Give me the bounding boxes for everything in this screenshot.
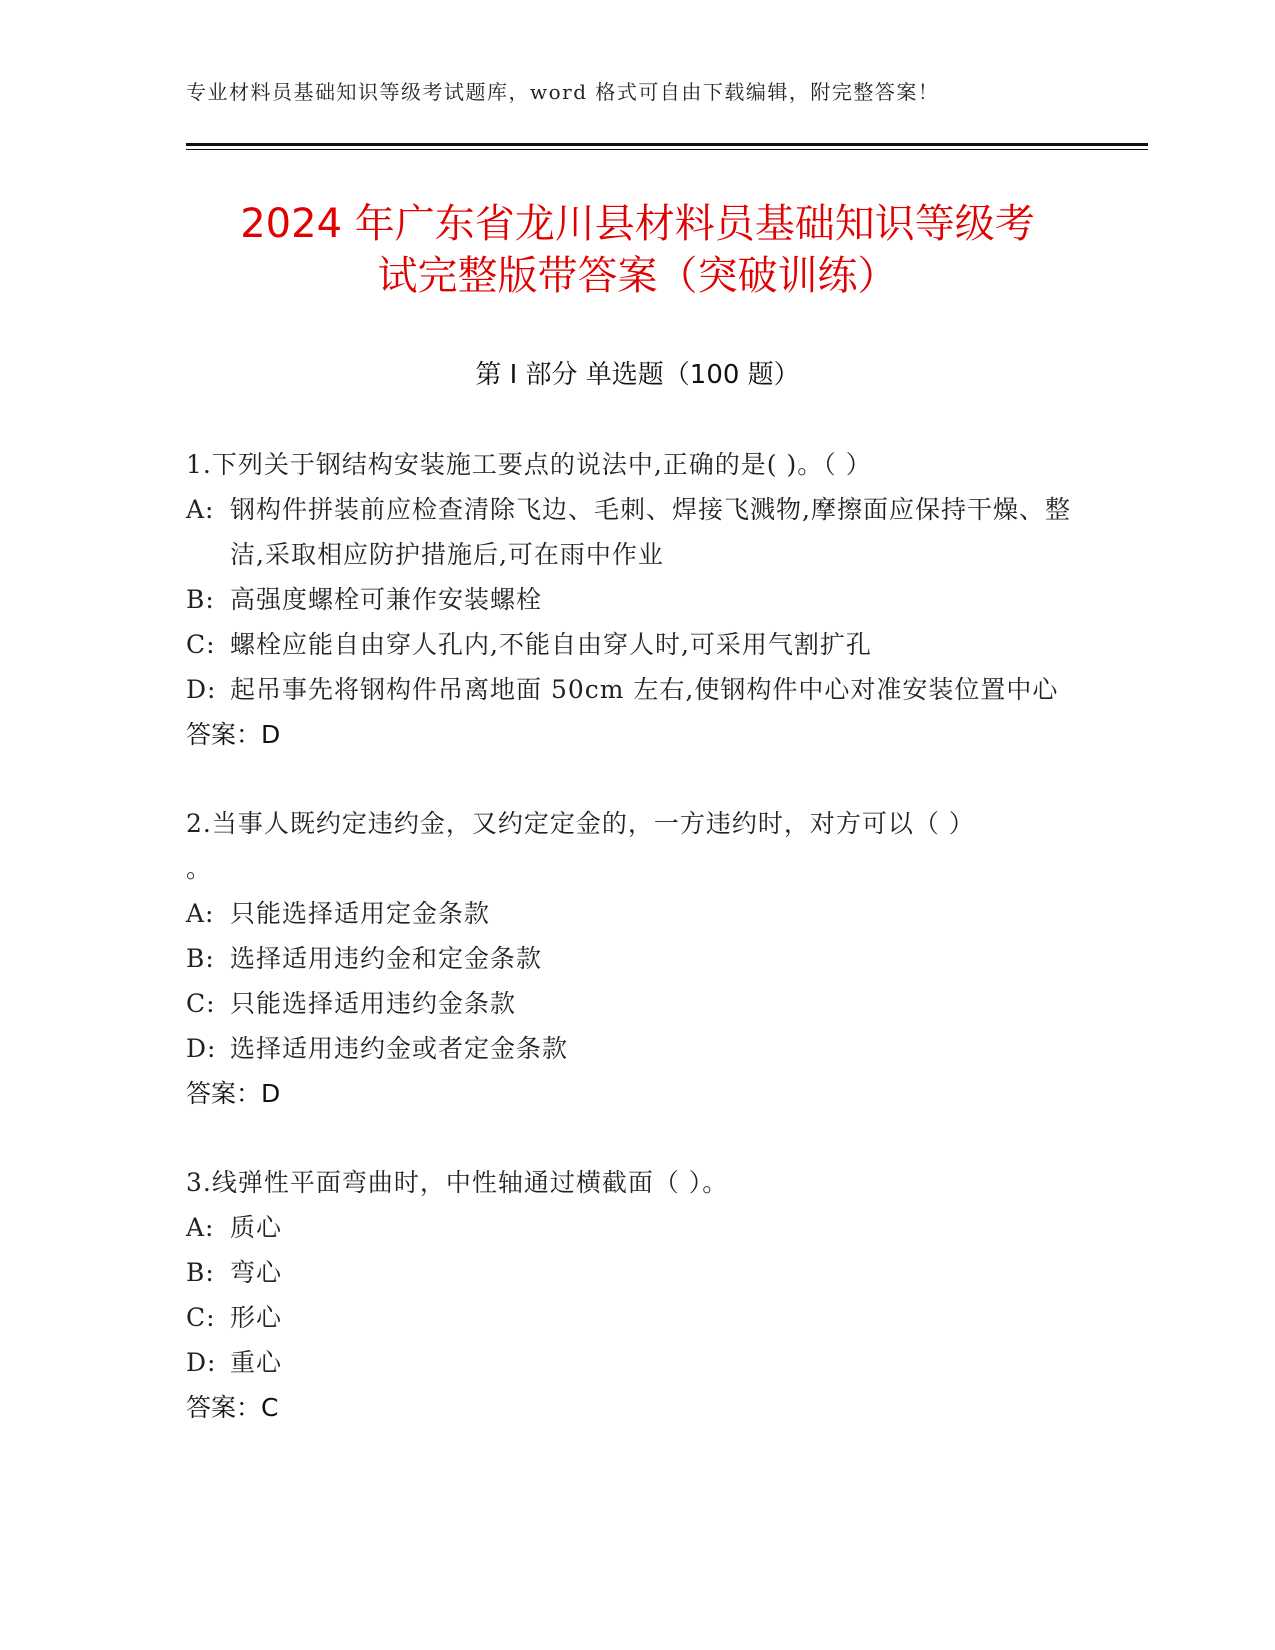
option-text: 螺栓应能自由穿人孔内,不能自由穿人时,可采用气割扩孔 (230, 630, 872, 659)
question-stem-continued: 。 (186, 854, 213, 883)
answer-label: 答案：D (186, 1079, 281, 1108)
header-note: 专业材料员基础知识等级考试题库，word 格式可自由下载编辑，附完整答案！ (186, 80, 940, 104)
title-line-1: 2024 年广东省龙川县材料员基础知识等级考 (240, 201, 1035, 247)
option-text: 质心 (230, 1213, 283, 1242)
option-letter: C: (186, 630, 216, 659)
question-stem: 2.当事人既约定违约金，又约定定金的，一方违约时，对方可以（ ） (186, 809, 975, 838)
option-letter: B: (186, 1258, 215, 1287)
document-title (150, 198, 1125, 302)
option-b (186, 577, 1086, 622)
option-letter: B: (186, 585, 215, 614)
title-line-2: 试完整版带答案（突破训练） (377, 253, 898, 299)
option-a (186, 891, 1086, 936)
option-text: 选择适用违约金或者定金条款 (230, 1034, 569, 1063)
question-list (186, 442, 1086, 1474)
option-text: 只能选择适用违约金条款 (230, 989, 517, 1018)
answer-label: 答案：D (186, 720, 281, 749)
option-a (186, 487, 1086, 577)
option-letter: B: (186, 944, 215, 973)
section-title: 第 I 部分 单选题（100 题） (475, 360, 800, 390)
option-letter: D: (186, 1034, 217, 1063)
question-stem: 1.下列关于钢结构安装施工要点的说法中,正确的是( )。（ ） (186, 450, 872, 479)
question-3 (186, 1160, 1086, 1430)
option-text: 弯心 (230, 1258, 283, 1287)
question-stem: 3.线弹性平面弯曲时，中性轴通过横截面（ ）。 (186, 1168, 729, 1197)
header-rule-thick (186, 143, 1148, 146)
option-c (186, 1295, 1086, 1340)
option-b (186, 936, 1086, 981)
option-d (186, 1340, 1086, 1385)
option-text: 起吊事先将钢构件吊离地面 50cm 左右,使钢构件中心对准安装位置中心 (230, 675, 1059, 704)
option-text: 形心 (230, 1303, 283, 1332)
option-letter: C: (186, 989, 216, 1018)
option-letter: A: (186, 1213, 215, 1242)
option-text: 重心 (230, 1348, 283, 1377)
option-d (186, 1026, 1086, 1071)
option-text: 选择适用违约金和定金条款 (230, 944, 543, 973)
option-text: 高强度螺栓可兼作安装螺栓 (230, 585, 543, 614)
question-1 (186, 442, 1086, 757)
option-letter: D: (186, 675, 217, 704)
option-text: 只能选择适用定金条款 (230, 899, 491, 928)
option-a (186, 1205, 1086, 1250)
option-letter: C: (186, 1303, 216, 1332)
option-letter: A: (186, 495, 215, 524)
option-letter: A: (186, 899, 215, 928)
option-b (186, 1250, 1086, 1295)
option-c (186, 981, 1086, 1026)
option-d (186, 667, 1086, 712)
option-c (186, 622, 1086, 667)
question-2 (186, 801, 1086, 1116)
answer-label: 答案：C (186, 1393, 279, 1422)
option-letter: D: (186, 1348, 217, 1377)
option-text: 钢构件拼装前应检查清除飞边、毛刺、焊接飞溅物,摩擦面应保持干燥、整洁,采取相应防护措施后,可在雨中作业 (230, 495, 1071, 569)
header-rule-thin (186, 149, 1148, 150)
